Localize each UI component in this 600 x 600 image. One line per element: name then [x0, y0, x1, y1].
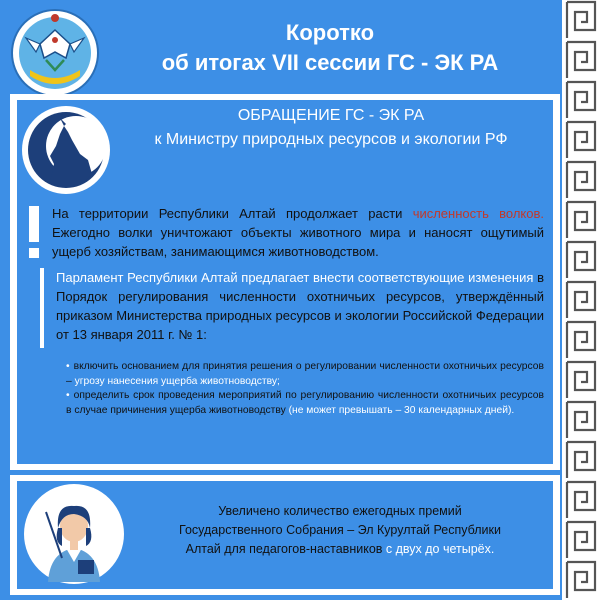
list-item: [66, 360, 544, 389]
wolves-paragraph: [52, 204, 544, 261]
quote-bar: [40, 268, 44, 348]
award-line-2: Государственного Собрания – Эл Курултай Республики: [179, 523, 501, 537]
appeal-title-line-1: ОБРАЩЕНИЕ ГС - ЭК РА: [237, 107, 425, 124]
altai-emblem-icon: [10, 8, 100, 98]
award-line-3: [140, 540, 540, 559]
proposal-list: [66, 360, 544, 418]
para2-text: в Порядок регулирования численности охотничьих ресурсов, утверждённый приказом Министерства природных ресурсов и экологии Российской Федерации от 13 января 2011 г. № 1:: [56, 270, 544, 342]
list-item-highlight: (не может превышать – 30 календарных дней).: [288, 404, 515, 416]
title-line-1: Коротко: [285, 20, 375, 45]
bullet-icon: •: [66, 390, 70, 401]
para1-highlight: численность волков.: [412, 206, 544, 221]
para1-text-b: Ежегодно волки уничтожают объекты животного мира и наносят ощутимый ущерб хозяйствам, занимающимся животноводством.: [52, 225, 544, 259]
list-item-text: определить срок проведения мероприятий по регулированию численности охотничьих ресурсов в случае причинения ущерба животноводству: [66, 390, 544, 416]
list-item-text: включить основанием для принятия решения о регулировании численности охотничьих ресурсов –: [66, 361, 544, 387]
exclamation-icon: [26, 206, 42, 260]
list-item: [66, 389, 544, 418]
title-line-2: об итогах VII сессии ГС - ЭК РА: [161, 50, 499, 75]
para1-text-a: На территории Республики Алтай продолжает расти: [52, 206, 413, 221]
award-text: [140, 502, 540, 559]
appeal-title-line-2: к Министру природных ресурсов и экологии РФ: [154, 131, 508, 148]
para2-highlight: Парламент Республики Алтай предлагает внести соответствующие изменения: [56, 270, 534, 285]
meander-border: [562, 0, 600, 600]
appeal-title: [116, 104, 546, 152]
award-line-1: Увеличено количество ежегодных премий: [218, 504, 462, 518]
page-title: [100, 18, 560, 78]
bullet-icon: •: [66, 361, 70, 372]
award-line-3-text: Алтай для педагогов-наставников: [185, 542, 386, 556]
award-highlight: с двух до четырёх.: [385, 542, 495, 556]
parliament-paragraph: [56, 268, 544, 344]
wolf-icon: [20, 104, 112, 196]
teacher-icon: [22, 482, 126, 586]
list-item-highlight: угрозу нанесения ущерба животноводству;: [74, 375, 280, 387]
